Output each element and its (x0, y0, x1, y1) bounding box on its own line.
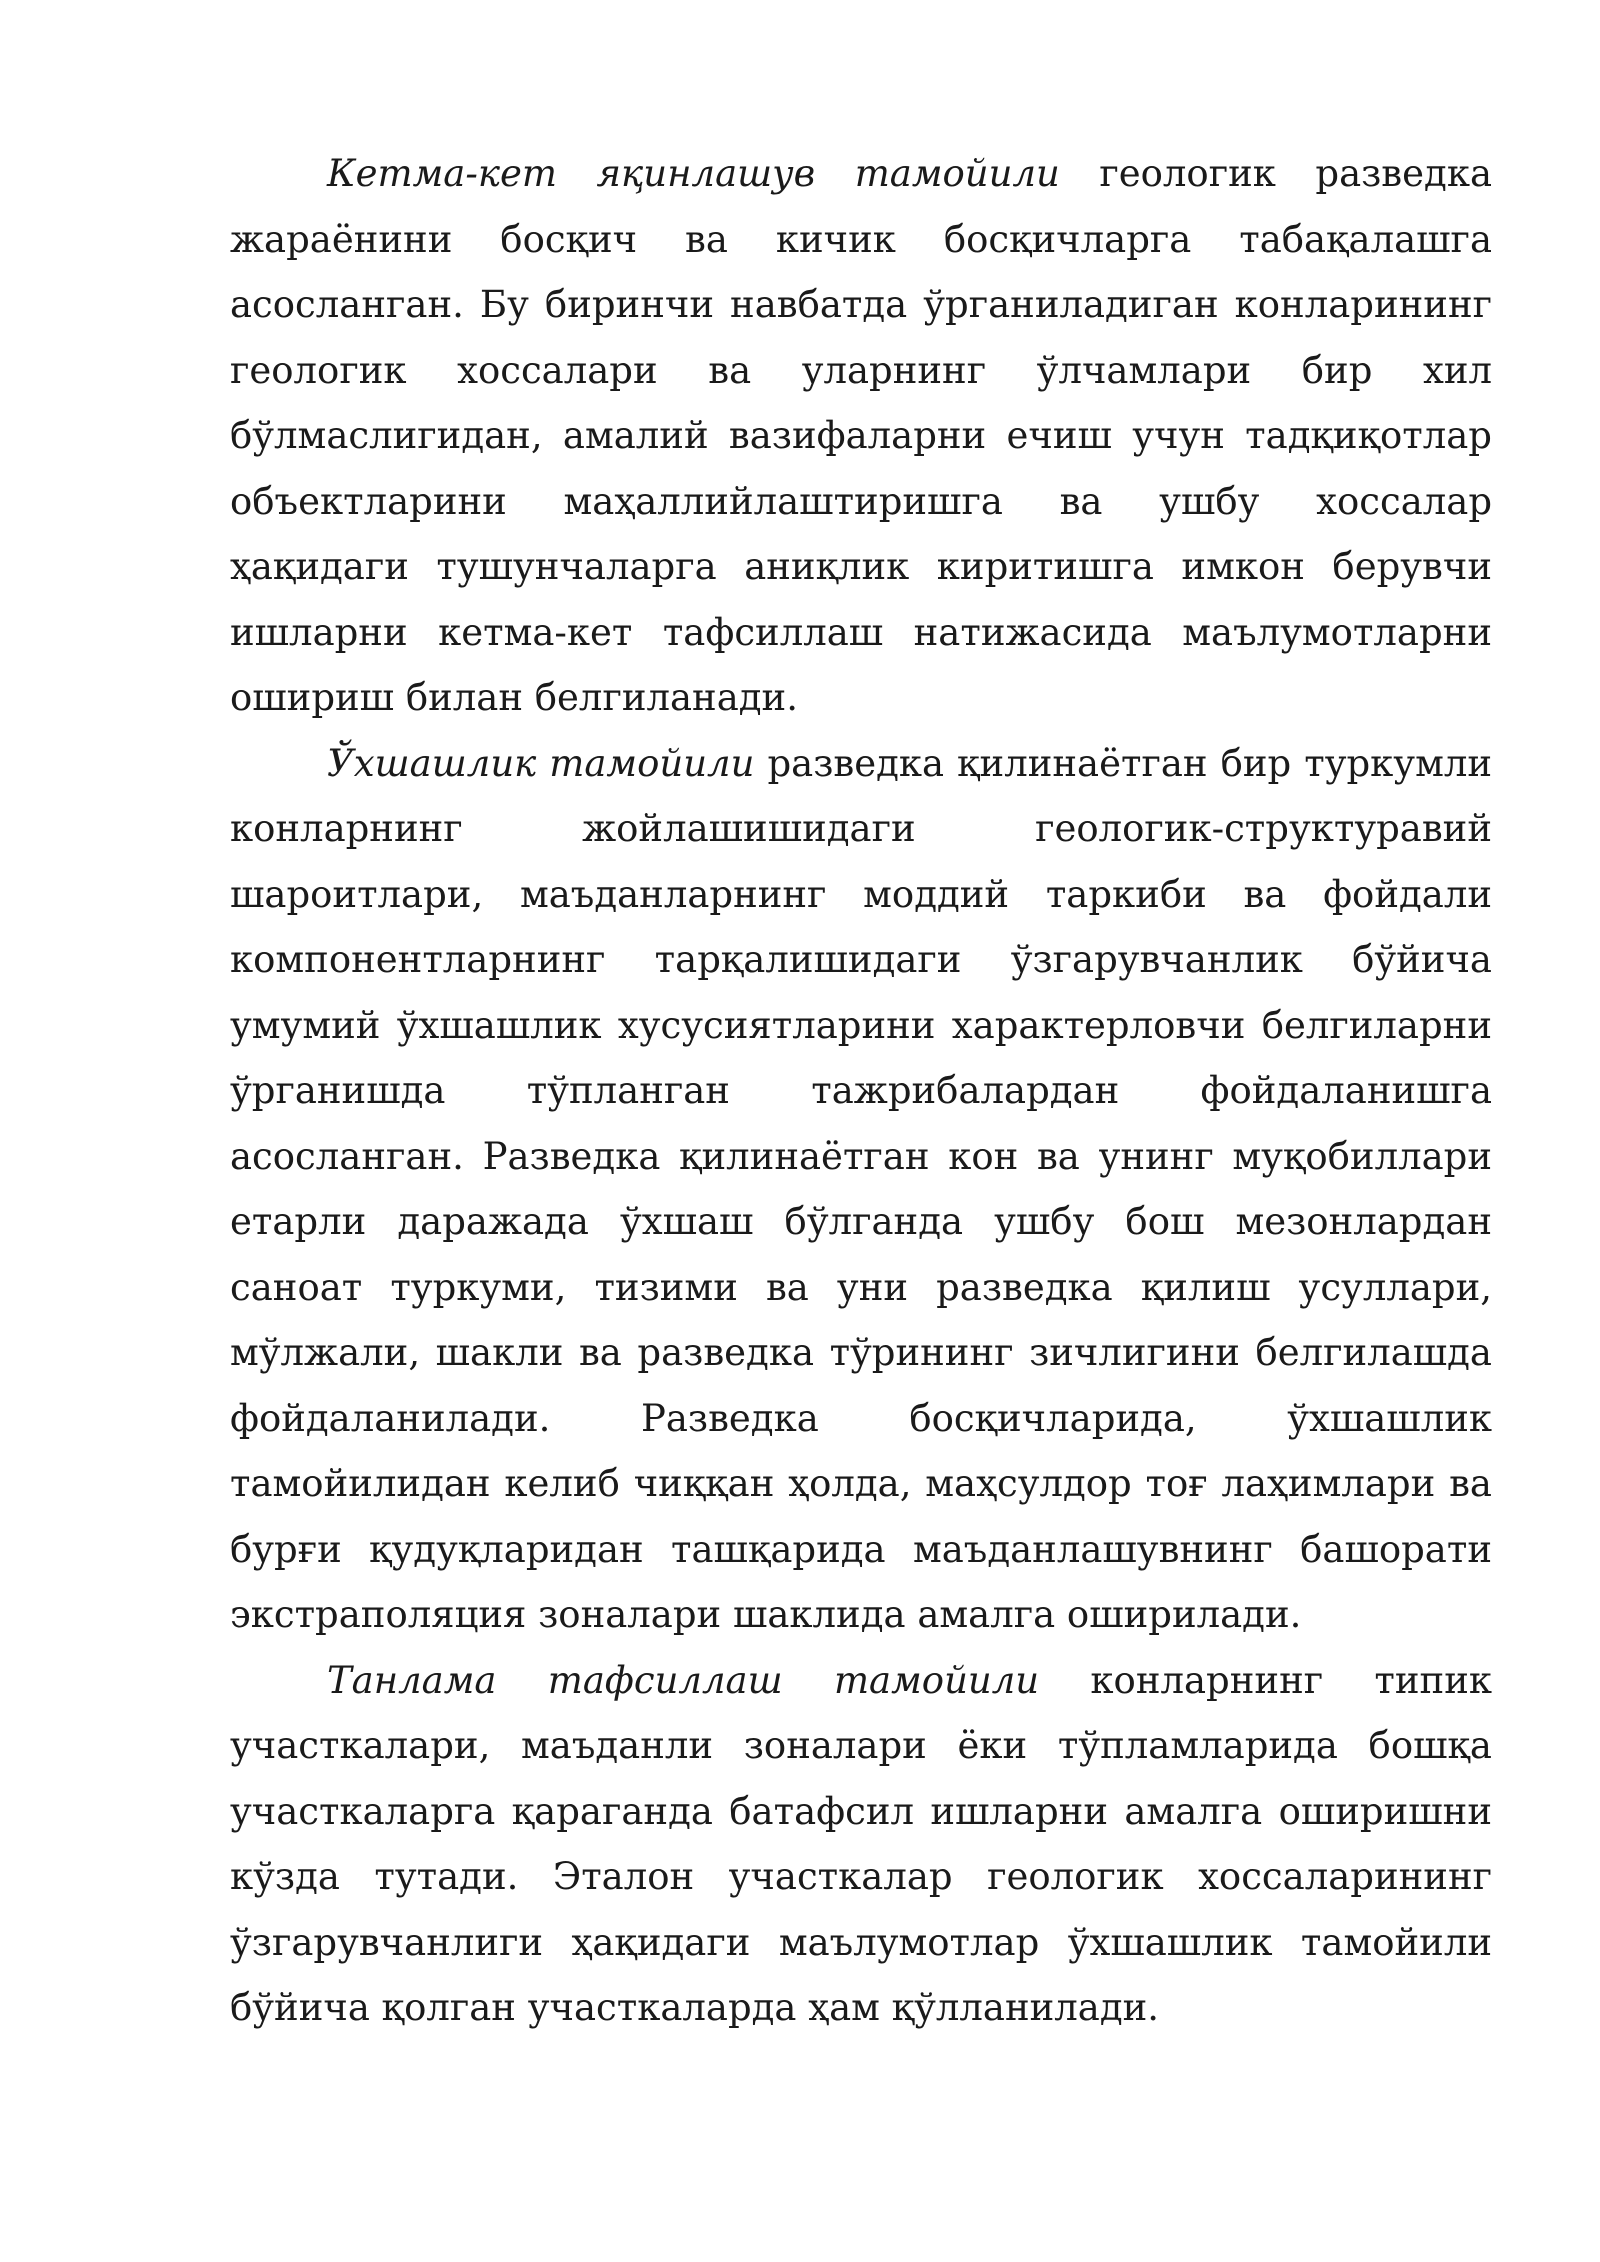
paragraph-text: геологик разведка жараёнини босқич ва кичик босқичларга табақалашга асосланган. Бу биринчи навбатда ўрганиладиган конларининг геологик хоссалари ва уларнинг ўлчамлари бир хил бўлмаслигидан, амалий вазифаларни ечиш учун тадқиқотлар объектларини маҳаллийлаштиришга ва ушбу хоссалар ҳақидаги тушунчаларга аниқлик киритишга имкон берувчи ишларни кетма-кет тафсиллаш натижасида маълумотларни ошириш билан белгиланади. (230, 152, 1492, 719)
paragraph-similarity-principle (230, 731, 1492, 1648)
paragraph-text: разведка қилинаётган бир туркумли конларнинг жойлашишидаги геологик-структуравий шароитлари, маъданларнинг моддий таркиби ва фойдали компонентларнинг тарқалишидаги ўзгарувчанлик бўйича умумий ўхшашлик хусусиятларини характерловчи белгиларни ўрганишда тўпланган тажрибалардан фойдаланишга асосланган. Разведка қилинаётган кон ва унинг муқобиллари етарли даражада ўхшаш бўлганда ушбу бош мезонлардан саноат туркуми, тизими ва уни разведка қилиш усуллари, мўлжали, шакли ва разведка тўрининг зичлигини белгилашда фойдаланилади. Разведка босқичларида, ўхшашлик тамойилидан келиб чиққан ҳолда, маҳсулдор тоғ лаҳимлари ва бурғи қудуқларидан ташқарида маъданлашувнинг башорати экстраполяция зоналари шаклида амалга оширилади. (230, 741, 1493, 1636)
document-body (230, 141, 1492, 2041)
principle-term: Танлама тафсиллаш тамойили (327, 1658, 1040, 1702)
paragraph-selective-detailing (230, 1648, 1492, 2041)
paragraph-sequential-approximation (230, 141, 1492, 731)
paragraph-text: конларнинг типик участкалари, маъданли зоналари ёки тўпламларида бошқа участкаларга қараганда батафсил ишларни амалга оширишни кўзда тутади. Эталон участкалар геологик хоссаларининг ўзгарувчанлиги ҳақидаги маълумотлар ўхшашлик тамойили бўйича қолган участкаларда ҳам қўлланилади. (230, 1658, 1493, 2029)
principle-term: Кетма-кет яқинлашув тамойили (327, 152, 1060, 195)
principle-term: Ўхшашлик тамойили (327, 741, 755, 785)
